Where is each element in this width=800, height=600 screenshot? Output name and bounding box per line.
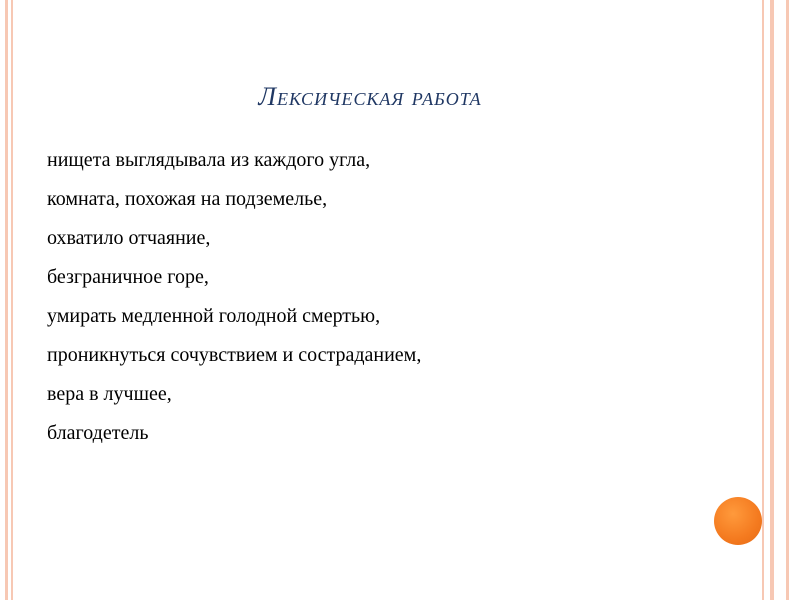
decorative-circle-icon bbox=[714, 497, 762, 545]
list-item: благодетель bbox=[47, 422, 149, 444]
phrase-list bbox=[47, 146, 727, 458]
right-border-stripe-outer bbox=[786, 0, 789, 600]
list-item: вера в лучшее, bbox=[47, 383, 172, 405]
right-border-stripe bbox=[770, 0, 774, 600]
list-item: безграничное горе, bbox=[47, 266, 209, 288]
list-item: комната, похожая на подземелье, bbox=[47, 188, 328, 210]
slide-title: Лексическая работа bbox=[258, 82, 482, 111]
right-border-stripe-inner bbox=[762, 0, 764, 600]
list-item: нищета выглядывала из каждого угла, bbox=[47, 149, 371, 171]
list-item: умирать медленной голодной смертью, bbox=[47, 305, 381, 327]
list-item: проникнуться сочувствием и состраданием, bbox=[47, 344, 422, 366]
list-item: охватило отчаяние, bbox=[47, 227, 211, 249]
